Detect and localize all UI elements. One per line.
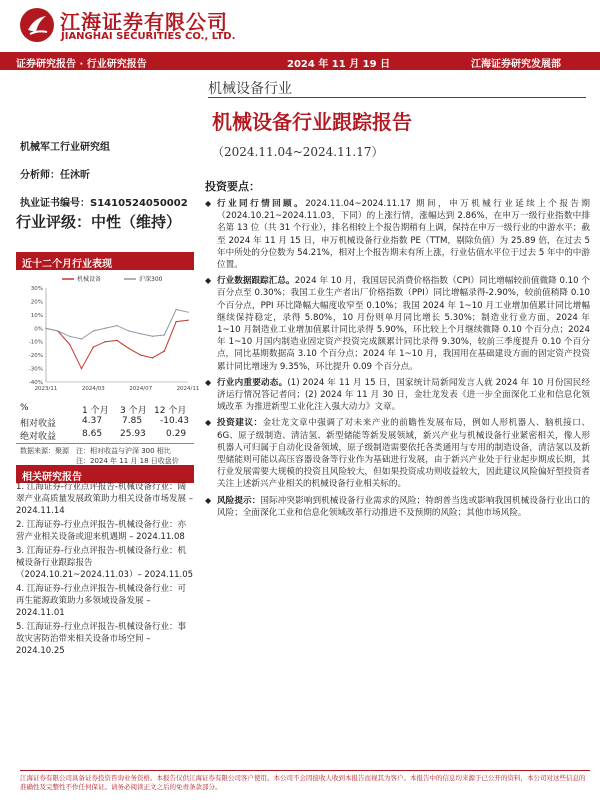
research-group: 机械军工行业研究组: [20, 142, 110, 153]
perf-header-cell: 1 个月: [82, 406, 109, 416]
series-line-machinery: [46, 320, 188, 368]
y-tick-label: 10%: [30, 312, 43, 319]
legend-label: 机械设备: [77, 276, 102, 283]
certificate-label: 执业证书编号：: [20, 198, 90, 209]
analyst-name: 分析师：任沐昕: [20, 170, 90, 181]
market-review-paragraph: [205, 198, 590, 271]
bullet-lead: 行业数据跟踪汇总。: [217, 276, 295, 287]
data-point: [93, 330, 94, 331]
data-point: [187, 311, 188, 312]
performance-header-row: [16, 403, 194, 416]
data-point: [104, 341, 105, 342]
bullet-text: 2024.11.04~2024.11.17 期间，申万机械行业延续上个报告期（2024.10.21~2024.11.03，下同）的上涨行情，涨幅达到 2.86%，在申万一级行业指数中排名第 13 位（共 31 个行业），排名相较上个报告期稍有上调，保持在申万一级行业的中游水平；截至 2024 年 11 月 15 日，申万机械设备行业指数 PE（TTM，剔除负值）为 25.89 倍，在过去 5 年中所处的分位数为 54.21%，相对上个报告期末有所上涨，行业估值水平位于过去 5 年中的中游位置。: [217, 199, 590, 271]
data-point: [81, 338, 82, 339]
perf-header-cell: 12 个月: [154, 406, 187, 416]
data-point: [140, 354, 141, 355]
investment-advice-paragraph: [205, 417, 590, 490]
data-point: [128, 348, 129, 349]
x-tick-label: 2024/11: [176, 386, 200, 392]
bullet-lead: 风险提示：: [217, 495, 261, 506]
performance-row: [16, 429, 194, 442]
related-report-link[interactable]: 2. 江海证券-行业点评报告-机械设备行业：亦营产业相关设备或迎来机遇期 – 2024.11.08: [16, 520, 186, 542]
perf-cell: 7.85: [122, 416, 143, 426]
x-tick-label: 2024/03: [81, 386, 105, 392]
company-name-en: JIANGHAI SECURITIES CO., LTD.: [61, 31, 236, 42]
legend-label: 沪深300: [139, 276, 163, 283]
disclaimer-footer: 江海证券有限公司具备证券投资咨询业务资格。本报告仅供江海证券有限公司客户使用。本公司不会因接收人收到本报告而视其为客户。本报告中的信息均来源于已公开的资料，本公司对这些信息的准确性及完整性不作任何保证。请务必阅读正文之后的免责条款部分。: [20, 774, 586, 791]
data-point: [57, 330, 58, 331]
perf-cell: 4.37: [82, 416, 103, 426]
data-point: [104, 328, 105, 329]
x-tick-label: 2023/11: [34, 386, 58, 392]
y-tick-label: 30%: [30, 286, 43, 292]
investment-highlights: [205, 178, 590, 523]
industry-label: 机械设备行业: [208, 81, 292, 97]
bullet-lead: 行业同行情回顾。: [217, 199, 306, 209]
related-report-link[interactable]: 4. 江海证券-行业点评报告-机械设备行业：可再生能源政策助力多领域设备发展 – 2024.11.01: [16, 584, 186, 618]
y-tick-label: -10%: [28, 339, 43, 346]
perf-row-label: 绝对收益: [20, 432, 57, 442]
data-point: [116, 325, 117, 326]
y-tick-label: -30%: [28, 366, 43, 373]
risk-warning-paragraph: [205, 495, 590, 519]
data-point: [69, 336, 70, 337]
reports-section-title: 相关研究报告: [22, 472, 82, 483]
y-tick-label: 0%: [34, 326, 43, 333]
report-title: 机械设备行业跟踪报告: [212, 110, 412, 134]
data-point: [175, 309, 176, 310]
related-reports-list: [16, 481, 194, 659]
perf-cell: 8.65: [82, 429, 103, 439]
chart-section-header: [16, 252, 194, 270]
y-tick-label: 20%: [30, 299, 43, 306]
data-point: [152, 336, 153, 337]
divider: [20, 770, 590, 771]
perf-cell: -10.43: [160, 416, 190, 426]
report-period: （2024.11.04~2024.11.17）: [212, 145, 384, 159]
data-source-note: 数据来源：聚源 注：相对收益与沪深 300 相比: [20, 447, 171, 455]
performance-table: [16, 403, 194, 442]
related-report-link[interactable]: 1. 江海证券-行业点评报告-机械设备行业：阔翠产业高质量发展政策助力相关设备市场发展 – 2024.11.14: [16, 482, 193, 516]
bullet-text: (1) 2024 年 11 月 15 日，国家统计局新闻发言人就 2024 年 10 月份国民经济运行情况答记者问；(2) 2024 年 11 月 30 日，金壮龙发表《进一步全面深化工业和信息化领域改革 为推进新型工业化注入强大动力》文章。: [217, 377, 590, 413]
company-logo-icon: [20, 8, 54, 42]
highlights-heading: 投资要点：: [205, 180, 260, 193]
industry-rating: 行业评级：中性（维持）: [16, 213, 182, 231]
certificate-value: S1410524050002: [90, 198, 188, 209]
perf-cell: 25.93: [120, 429, 146, 439]
perf-cell: 0.29: [166, 429, 187, 439]
data-point: [81, 368, 82, 369]
data-point: [175, 321, 176, 322]
data-point: [93, 346, 94, 347]
bullet-text: 2024 年 10 月，我国居民消费价格指数（CPI）同比增幅较前值微降 0.10 个百分点至 0.30%；我国工业生产者出厂价格指数（PPI）同比增幅录得-2.90%，较前值稍降 0.10 个百分点，PPI 环比降幅大幅度收窄至 0.10%；我国 2024 年 1~10 月工业增加值累计同比增幅继续保持稳定，录得 5.80%，10 月份则单月同比增长 5.30%；制造业行业方面，2024 年 1~10 月制造业工业增加值累计同比录得 5.90%，环比较上个月继续微降 0.10 个百分点；2024 年 1~10 月国内制造业固定资产投资完成额累计同比录得 9.30%，较前三季度提升 0.10 个百分点，同比基期数据高 3.10 个百分点；2024 年 1~10 月，我国用在基础建设方面的固定资产投资累计同比增速为 9.35%，环比提升 0.09 个百分点。: [217, 276, 590, 372]
data-point: [116, 340, 117, 341]
divider: [208, 97, 586, 98]
data-point: [69, 344, 70, 345]
industry-performance-chart: [16, 270, 200, 400]
company-name-cn: 江海证券有限公司: [60, 10, 228, 34]
related-report-link[interactable]: 5. 江海证券-行业点评报告-机械设备行业：事故灾害防治带来相关设备市场空间 – 2024.10.25: [16, 622, 186, 656]
data-point: [140, 333, 141, 334]
perf-header-cell: %: [20, 403, 29, 413]
perf-row-label: 相对收益: [20, 419, 57, 429]
bullet-text: 金壮龙文章中强调了对未来产业的前瞻性发展布局，例如人形机器人、脑机接口、6G、原子级制造、清洁氢、新型储能等新发展领域，新兴产业与机械设备行业紧密相关，像人形机器人可归属于自动化设备领域，原子级制造需要依托各类通用与专用的制造设备，清洁氢以及新型储能则可能以高压容器设备等行业作为基础进行发展，由于新兴产业处于行业起步期成长期，其行业发展需要大规模的投资且风险较大，但如果投资成功则收益较大，因此建议风险偏好型投资者关注上述新兴产业相关的机械设备行业相关标的。: [217, 418, 590, 490]
department-label: 江海证券研究发展部: [471, 59, 561, 70]
chart-section-title: 近十二个月行业表现: [22, 259, 112, 270]
bullet-text: 国际冲突影响到机械设备行业需求的风险；特朗普当选或影响我国机械设备行业出口的风险；全面深化工业和信息化领域改革行动推进不及预期的风险；其他市场风险。: [217, 495, 590, 518]
industry-news-paragraph: [205, 377, 590, 414]
report-type-label: 证券研究报告 · 行业研究报告: [16, 59, 147, 70]
data-tracking-paragraph: [205, 275, 590, 373]
performance-row: [16, 416, 194, 429]
data-point: [128, 330, 129, 331]
x-tick-label: 2024/07: [129, 386, 153, 392]
perf-header-cell: 3 个月: [120, 406, 147, 416]
data-point: [164, 334, 165, 335]
data-point: [45, 328, 46, 329]
divider: [16, 443, 194, 444]
series-line-csi300: [46, 310, 188, 340]
related-report-link[interactable]: 3. 江海证券-行业点评报告-机械设备行业：机械设备行业跟踪报告（2024.10.21~2024.11.03）– 2024.11.05: [16, 546, 194, 580]
bullet-lead: 投资建议：: [217, 418, 263, 429]
y-tick-label: -20%: [28, 353, 43, 360]
price-date-note: 注：2024 年 11 月 18 日收盘价: [76, 457, 179, 465]
report-type-bar: [0, 52, 600, 70]
y-tick-label: -40%: [28, 380, 43, 386]
bullet-lead: 行业内重要动态。: [217, 377, 288, 388]
data-point: [164, 350, 165, 351]
data-point: [187, 320, 188, 321]
report-date: 2024 年 11 月 19 日: [287, 59, 391, 70]
page-header: [0, 0, 600, 50]
data-point: [152, 357, 153, 358]
certificate-number: [20, 194, 188, 209]
